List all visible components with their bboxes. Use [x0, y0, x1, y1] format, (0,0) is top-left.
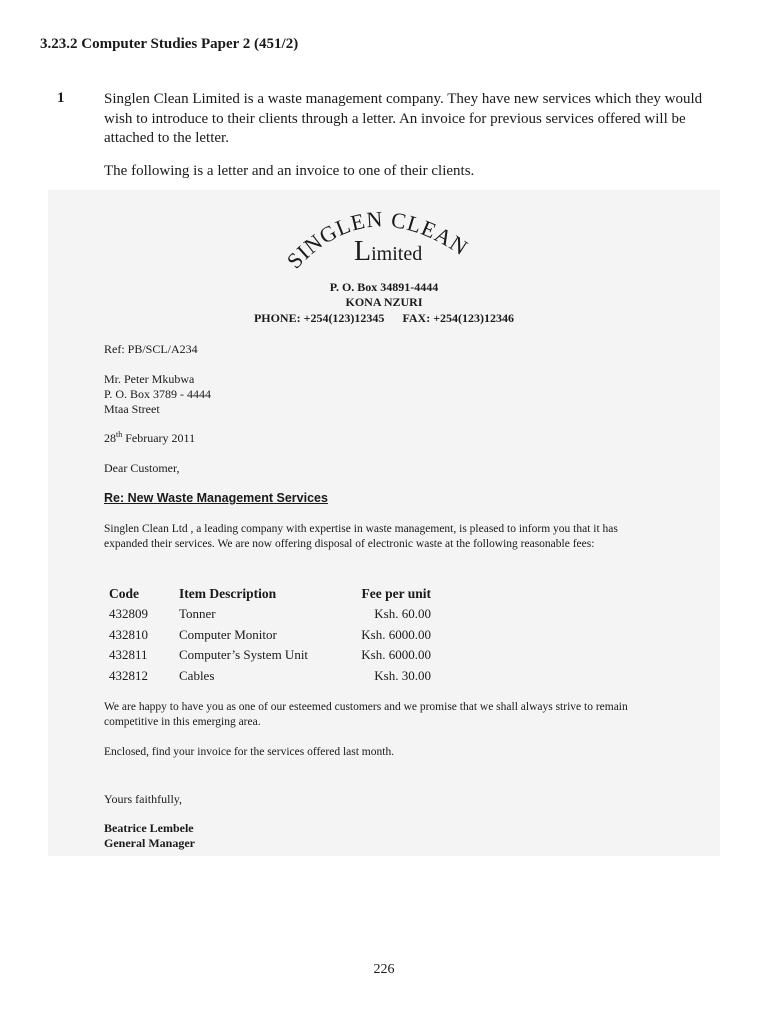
item-fee: Ksh. 60.00: [374, 606, 431, 622]
letter-closing: Yours faithfully,: [104, 792, 183, 806]
item-code: 432809: [109, 606, 148, 622]
recipient-po-box: P. O. Box 3789 - 4444: [104, 387, 212, 401]
signer-title: General Manager: [104, 836, 195, 850]
question-text: Singlen Clean Limited is a waste management company. They have new services which they would wish to introduce to their clients through a letter. An invoice for previous services offered will be attached to the letter.: [104, 91, 703, 146]
salutation: Dear Customer,: [104, 461, 180, 475]
header-code: Code: [109, 585, 139, 601]
letter-paragraph-3: Enclosed, find your invoice for the services offered last month.: [104, 746, 395, 758]
letter-reference: Ref: PB/SCL/A234: [104, 342, 198, 356]
item-description: Cables: [179, 667, 215, 683]
item-description: Computer Monitor: [179, 626, 277, 642]
letter-paragraph-2: We are happy to have you as one of our esteemed customers and we promise that we shall always strive to remain competitive in this emerging area.: [104, 701, 628, 728]
logo-rest: imited: [371, 243, 423, 265]
date-day: 28: [104, 431, 116, 445]
company-logo: [268, 190, 498, 280]
company-fax: FAX: +254(123)12346: [402, 311, 515, 325]
company-po-box: P. O. Box 34891-4444: [329, 280, 439, 294]
header-description: Item Description: [179, 585, 277, 601]
table-row: [104, 645, 431, 666]
table-row: [104, 604, 431, 625]
table-header-row: [104, 583, 431, 604]
item-fee: Ksh. 30.00: [374, 667, 431, 683]
header-fee: Fee per unit: [361, 585, 431, 601]
fees-table: [104, 583, 431, 686]
letter-date: [104, 431, 195, 446]
company-contacts: [0, 311, 768, 326]
company-phone: PHONE: +254(123)12345: [253, 311, 385, 325]
date-suffix: th: [116, 430, 123, 439]
item-fee: Ksh. 6000.00: [361, 647, 431, 663]
date-month-year: February 2011: [122, 431, 196, 445]
company-town: KONA NZURI: [345, 295, 423, 309]
table-row: [104, 666, 431, 687]
item-description: Tonner: [179, 606, 216, 622]
recipient-address: [104, 372, 211, 417]
letter-paragraph-1: Singlen Clean Ltd , a leading company with expertise in waste management, is pleased to inform you that it has expanded their services. We are now offering disposal of electronic waste at the following reasonable fees:: [104, 523, 618, 550]
page-number: 226: [373, 962, 395, 977]
recipient-street: Mtaa Street: [104, 402, 160, 416]
item-description: Computer’s System Unit: [179, 647, 309, 663]
svg-text:Limited: [354, 236, 422, 267]
item-code: 432812: [109, 667, 148, 683]
question-number: 1: [57, 90, 65, 106]
logo-arc-text: SINGLEN CLEAN: [281, 206, 473, 274]
recipient-name: Mr. Peter Mkubwa: [104, 372, 195, 386]
signer-name: Beatrice Lembele: [104, 821, 194, 835]
letter-subject: Re: New Waste Management Services: [104, 491, 328, 505]
section-title: 3.23.2 Computer Studies Paper 2 (451/2): [40, 36, 299, 52]
item-code: 432811: [109, 647, 148, 663]
table-row: [104, 625, 431, 646]
question-intro: The following is a letter and an invoice to one of their clients.: [104, 163, 475, 179]
logo-initial: L: [354, 236, 372, 267]
item-code: 432810: [109, 626, 148, 642]
item-fee: Ksh. 6000.00: [361, 626, 431, 642]
